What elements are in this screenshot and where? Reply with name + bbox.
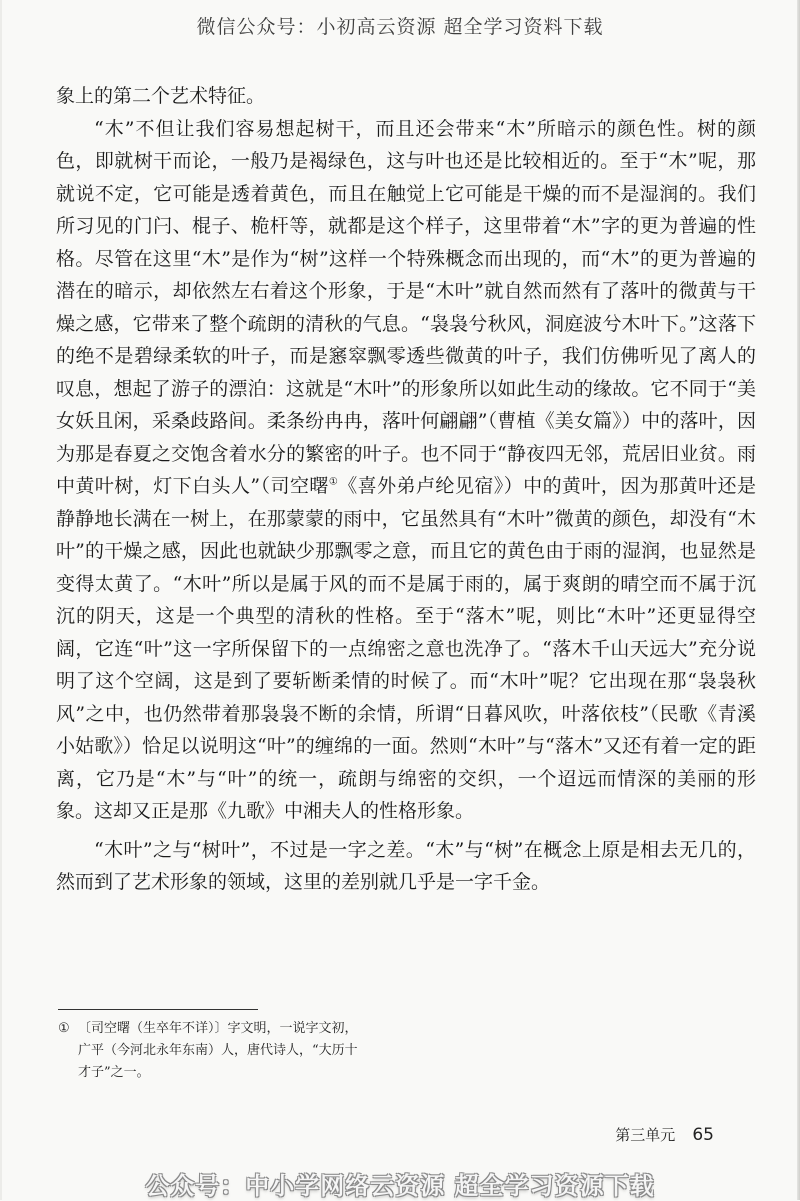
paragraph-3: “木叶”之与“树叶”，不过是一字之差。“木”与“树”在概念上原是相去无几的，然而到了艺术形象的领域，这里的差别就几乎是一字千金。 <box>56 838 756 893</box>
top-watermark: 微信公众号：小初高云资源 超全学习资料下载 <box>196 16 604 38</box>
page-footer <box>615 1124 714 1145</box>
paragraph-2 <box>56 113 756 828</box>
paragraph-1: 象上的第二个艺术特征。 <box>56 85 266 107</box>
paragraph-2-part-1: “木”不但让我们容易想起树干，而且还会带来“木”所暗示的颜色性。树的颜色，即就树干而论，一般乃是褐绿色，这与叶也还是比较相近的。至于“木”呢，那就说不定，它可能是透着黄色，而且在触觉上它可能是干燥的而不是湿润的。我们所习见的门闩、棍子、桅杆等，就都是这个样子，这里带着“木”字的更为普遍的性格。尽管在这里“木”是作为“树”这样一个特殊概念而出现的，而“木”的更为普遍的潜在的暗示，却依然左右着这个形象，于是“木叶”就自然而然有了落叶的微黄与干燥之感，它带来了整个疏朗的清秋的气息。“袅袅兮秋风，洞庭波兮木叶下。”这落下的绝不是碧绿柔软的叶子，而是窸窣飘零透些微黄的叶子，我们仿佛听见了离人的叹息，想起了游子的漂泊：这就是“木叶”的形象所以如此生动的缘故。它不同于“美女妖且闲，采桑歧路间。柔条纷冉冉，落叶何翩翩”（曹植《美女篇》）中的落叶，因为那是春夏之交饱含着水分的繁密的叶子。也不同于“静夜四无邻，荒居旧业贫。雨中黄叶树，灯下白头人”（司空曙 <box>56 117 756 497</box>
bottom-watermark: 公众号：中小学网络云资源 超全学习资源下载 <box>145 1172 655 1200</box>
footnote <box>58 1018 368 1084</box>
unit-label: 第三单元 <box>615 1126 676 1144</box>
page-number: 65 <box>692 1125 714 1145</box>
footnote-number: ① <box>58 1021 70 1036</box>
footnote-text: 〔司空曙（生卒年不详）〕字文明，一说字文初，广平（今河北永年东南）人，唐代诗人，“大历十才子”之一。 <box>78 1021 358 1080</box>
footnote-divider <box>58 1009 258 1010</box>
paragraph-2-part-2: 《喜外弟卢纶见宿》）中的黄叶，因为那黄叶还是静静地长满在一树上，在那蒙蒙的雨中，它虽然具有“木叶”微黄的颜色，却没有“木叶”的干燥之感，因此也就缺少那飘零之意，而且它的黄色由于雨的湿润，也显然是变得太黄了。“木叶”所以是属于风的而不是属于雨的，属于爽朗的晴空而不属于沉沉的阴天，这是一个典型的清秋的性格。至于“落木”呢，则比“木叶”还更显得空阔，它连“叶”这一字所保留下的一点绵密之意也洗净了。“落木千山天远大”充分说明了这个空阔，这是到了要斩断柔情的时候了。而“木叶”呢？它出现在那“袅袅秋风”之中，也仍然带着那袅袅不断的余情，所谓“日暮风吹，叶落依枝”（民歌《青溪小姑歌》）恰足以说明这“叶”的缠绵的一面。然则“木叶”与“落木”又还有着一定的距离，它乃是“木”与“叶”的统一，疏朗与绵密的交织，一个迢远而情深的美丽的形象。这却又正是那《九歌》中湘夫人的性格形象。 <box>56 475 756 822</box>
main-text <box>56 80 756 899</box>
page-left-edge <box>0 0 2 1200</box>
footnote-marker: ① <box>328 476 339 488</box>
